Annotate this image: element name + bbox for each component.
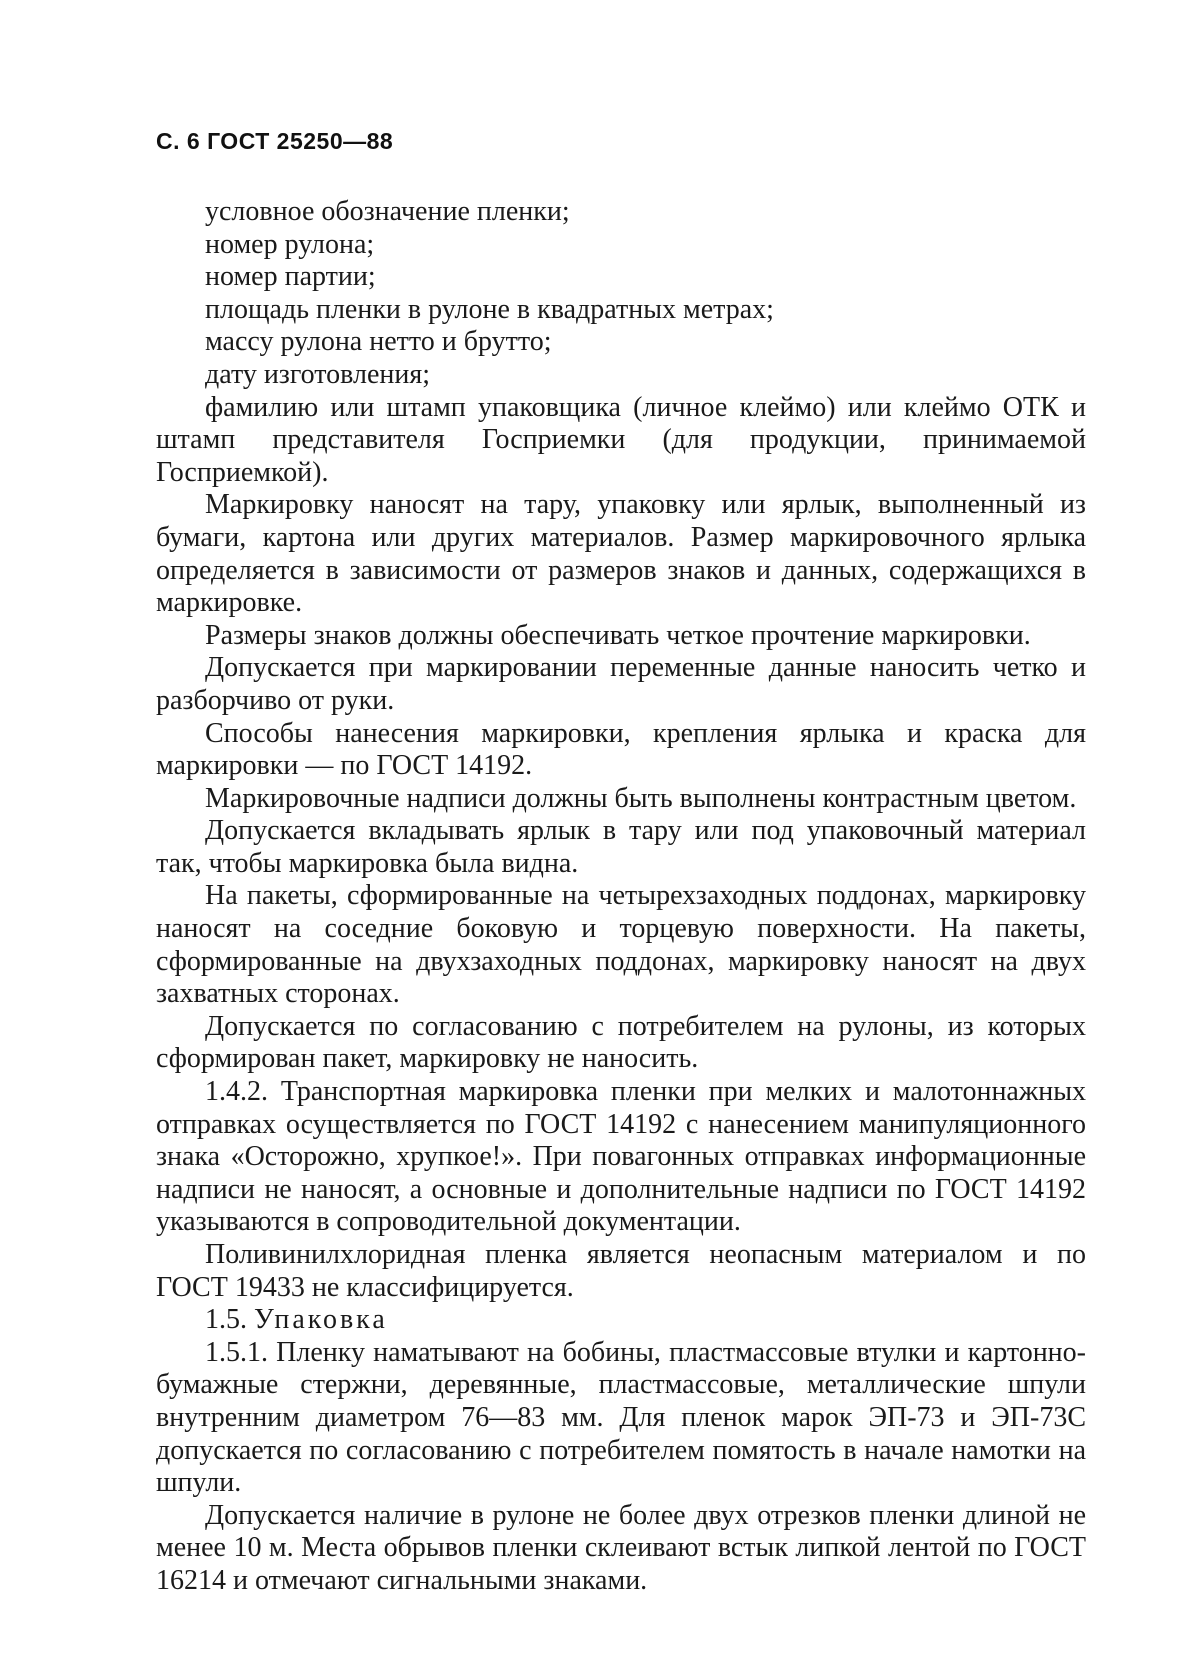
section-heading: [156, 1304, 1086, 1337]
list-item: площадь пленки в рулоне в квадратных метрах;: [205, 293, 774, 325]
list-item: фамилию или штамп упаковщика (личное клеймо) или клеймо ОТК и штамп представителя Госприемки (для продукции, принимаемой Госприемкой).: [156, 391, 1086, 488]
list-item: массу рулона нетто и брутто;: [205, 326, 552, 358]
list-item: дату изготовления;: [205, 358, 431, 390]
paragraph: Способы нанесения маркировки, крепления ярлыка и краска для маркировки — по ГОСТ 14192.: [156, 717, 1086, 782]
paragraph: Маркировочные надписи должны быть выполнены контрастным цветом.: [205, 782, 1077, 814]
marking-list: [156, 196, 1086, 489]
paragraph: На пакеты, сформированные на четырехзаходных поддонах, маркировку наносят на соседние боковую и торцевую поверхности. На пакеты, сформированные на двухзаходных поддонах, маркировку наносят на двух захватных сторонах.: [156, 880, 1086, 1010]
paragraph: 1.5.1. Пленку наматывают на бобины, пластмассовые втулки и картонно-бумажные стержни, деревянные, пластмассовые, металлические шпули внутренним диаметром 76—83 мм. Для пленок марок ЭП-73 и ЭП-73С допускается по согласованию с потребителем помятость в начале намотки на шпули.: [156, 1336, 1086, 1499]
paragraph: 1.4.2. Транспортная маркировка пленки при мелких и малотоннажных отправках осуществляется по ГОСТ 14192 с нанесением манипуляционного знака «Осторожно, хрупкое!». При повагонных отправках информационные надписи не наносят, а основные и дополнительные надписи по ГОСТ 14192 указываются в сопроводительной документации.: [156, 1076, 1086, 1238]
paragraph: Маркировку наносят на тару, упаковку или ярлык, выполненный из бумаги, картона или других материалов. Размер маркировочного ярлыка определяется в зависимости от размеров знаков и данных, содержащихся в маркировке.: [156, 489, 1086, 619]
list-item: номер рулона;: [205, 228, 375, 260]
paragraph: Размеры знаков должны обеспечивать четкое прочтение маркировки.: [205, 619, 1031, 651]
paragraph: Допускается при маркировании переменные данные наносить четко и разборчиво от руки.: [156, 652, 1086, 716]
page-header: С. 6 ГОСТ 25250—88: [156, 128, 394, 154]
section-title: Упаковка: [254, 1304, 388, 1336]
marking-paragraphs: [156, 489, 1086, 1597]
paragraph: Поливинилхлоридная пленка является неопасным материалом и по ГОСТ 19433 не классифицируется.: [156, 1239, 1086, 1303]
paragraph: Допускается наличие в рулоне не более двух отрезков пленки длиной не менее 10 м. Места обрывов пленки склеивают встык липкой лентой по ГОСТ 16214 и отмечают сигнальными знаками.: [156, 1499, 1086, 1596]
list-item: номер партии;: [205, 261, 376, 293]
section-number: 1.5.: [205, 1304, 247, 1336]
paragraph: Допускается по согласованию с потребителем на рулоны, из которых сформирован пакет, маркировку не наносить.: [156, 1010, 1086, 1075]
list-item: условное обозначение пленки;: [205, 196, 570, 227]
document-body: [156, 196, 1086, 1598]
paragraph: Допускается вкладывать ярлык в тару или под упаковочный материал так, чтобы маркировка была видна.: [156, 815, 1086, 879]
